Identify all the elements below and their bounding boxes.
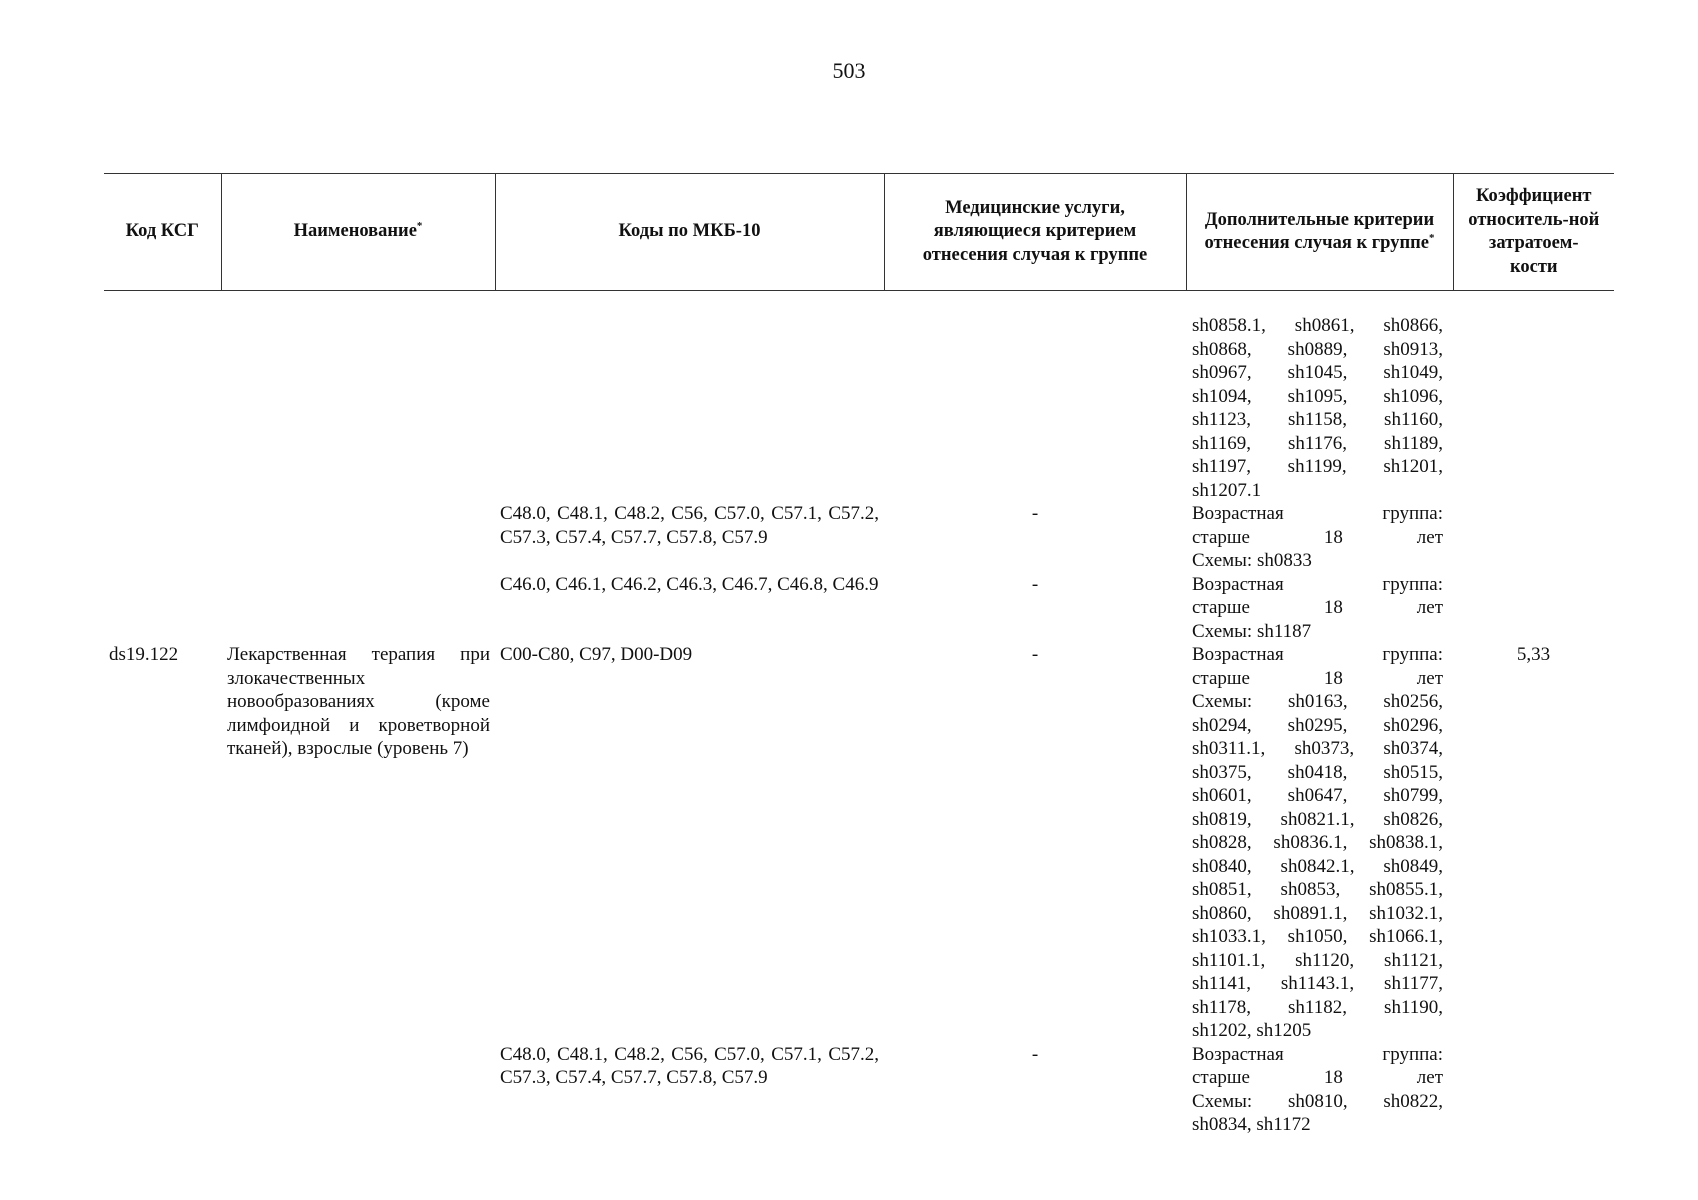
criteria-line: sh1178, sh1182, sh1190, [1192,996,1443,1018]
table-row [104,314,1614,502]
criteria-line: Возрастная группа: [1192,573,1443,595]
criteria-line: Схемы: sh0163, sh0256, [1192,691,1443,712]
criteria-cell [1186,314,1453,502]
criteria-line: sh0601, sh0647, sh0799, [1192,785,1443,806]
header-code [104,174,221,291]
criteria-line: sh0294, sh0295, sh0296, [1192,714,1443,736]
criteria-line: sh0375, sh0418, sh0515, [1192,761,1443,783]
service-cell: - [1031,573,1039,595]
mkb-cell: C48.0, C48.1, C48.2, C56, C57.0, C57.1, C57.2, C57.3, C57.4, C57.7, C57.8, C57.9 [500,503,879,548]
table-row [104,1043,1614,1137]
criteria-line: Схемы: sh0810, sh0822, [1192,1090,1443,1112]
criteria-cell [1186,643,1453,1043]
criteria-line: sh1202, sh1205 [1192,1020,1312,1041]
criteria-line: sh1169, sh1176, sh1189, [1192,432,1443,454]
criteria-line: Схемы: sh1187 [1192,620,1312,642]
criteria-line: Схемы: sh0833 [1192,550,1312,571]
criteria-line: sh0858.1, sh0861, sh0866, [1192,315,1443,336]
criteria-line: sh1094, sh1095, sh1096, [1192,385,1443,407]
header-mkb [495,174,884,291]
header-mkb-label: Коды по МКБ-10 [618,221,761,242]
criteria-line: sh0840, sh0842.1, sh0849, [1192,855,1443,877]
table-row [104,573,1614,644]
criteria-line: sh0967, sh1045, sh1049, [1192,362,1443,383]
criteria-line: Возрастная группа: [1192,644,1443,665]
criteria-line: sh1141, sh1143.1, sh1177, [1192,973,1443,994]
service-cell: - [1031,1043,1039,1065]
mkb-cell: C46.0, C46.1, C46.2, C46.3, C46.7, C46.8, C46.9 [500,573,879,595]
criteria-line: sh0860, sh0891.1, sh1032.1, [1192,902,1443,924]
header-code-label: Код КСГ [125,221,199,242]
service-cell: - [1031,503,1039,524]
criteria-line: старше 18 лет [1192,1067,1443,1088]
table-header [104,174,1614,291]
header-criteria [1186,174,1453,291]
name-cell: Лекарственная терапия при злокачественных новообразованиях (кроме лимфоидной и кроветворной тканей), взрослые (уровень 7) [227,644,490,759]
page-number: 503 [832,58,866,83]
mkb-cell: C48.0, C48.1, C48.2, C56, C57.0, C57.1, C57.2, C57.3, C57.4, C57.7, C57.8, C57.9 [500,1043,879,1088]
header-coef-label: Коэффициент относитель-ной затратоем-кости [1468,186,1600,277]
header-name-footnote-mark: * [416,220,423,233]
criteria-line: sh1101.1, sh1120, sh1121, [1192,949,1443,971]
service-cell: - [1031,644,1039,665]
criteria-line: Возрастная группа: [1192,1043,1443,1065]
mkb-cell: C00-C80, C97, D00-D09 [500,644,693,665]
criteria-line: sh0868, sh0889, sh0913, [1192,338,1443,360]
criteria-line: sh0834, sh1172 [1192,1114,1311,1135]
criteria-line: sh0311.1, sh0373, sh0374, [1192,738,1443,759]
criteria-cell [1186,502,1453,573]
criteria-line: sh0819, sh0821.1, sh0826, [1192,808,1443,830]
criteria-line: старше 18 лет [1192,526,1443,548]
code-cell: ds19.122 [109,644,179,665]
criteria-line: sh0851, sh0853, sh0855.1, [1192,879,1443,900]
header-coef [1453,174,1614,291]
header-name [221,174,495,291]
criteria-line: Возрастная группа: [1192,503,1443,524]
ksg-table [104,173,1614,1137]
criteria-line: sh1123, sh1158, sh1160, [1192,409,1443,430]
header-services [884,174,1186,291]
table-row [104,643,1614,1043]
criteria-line: sh1033.1, sh1050, sh1066.1, [1192,926,1443,947]
criteria-cell [1186,573,1453,644]
table-row [104,502,1614,573]
criteria-line: sh1207.1 [1192,479,1262,501]
header-criteria-label: Дополнительные критерии отнесения случая к группе [1204,209,1435,253]
coef-cell: 5,33 [1516,644,1551,665]
header-services-label: Медицинские услуги, являющиеся критерием отнесения случая к группе [922,197,1148,265]
criteria-line: старше 18 лет [1192,597,1443,618]
criteria-line: старше 18 лет [1192,667,1443,689]
criteria-line: sh0828, sh0836.1, sh0838.1, [1192,832,1443,853]
header-criteria-footnote-mark: * [1428,231,1435,244]
criteria-cell [1186,1043,1453,1137]
criteria-line: sh1197, sh1199, sh1201, [1192,456,1443,477]
spacer-row [104,291,1614,315]
header-name-label: Наименование [293,221,417,242]
